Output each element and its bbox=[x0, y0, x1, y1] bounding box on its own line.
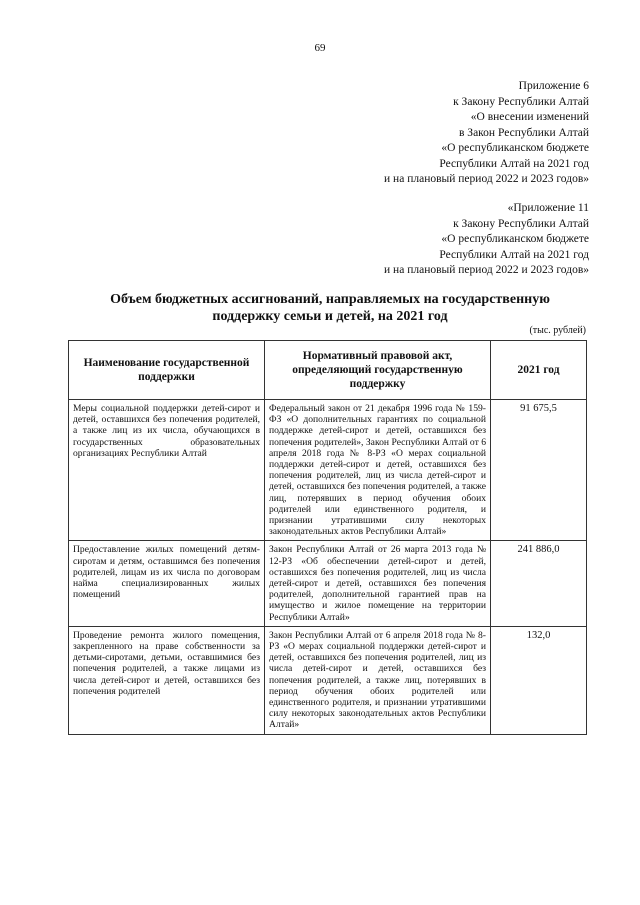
support-measure-cell: Меры социальной поддержки детей-сирот и детей, оставшихся без попечения родителей, а также лиц из их числа, обучающихся в государственных образовательных организациях Республики Алтай bbox=[69, 400, 265, 541]
appendix-6-header bbox=[384, 79, 589, 188]
legal-act-cell: Закон Республики Алтай от 6 апреля 2018 года № 8-РЗ «О мерах социальной поддержки детей-сирот и детей, оставшихся без попечения родителей, лиц из числа детей-сирот и детей, оставшихся без попечения родителей, а также лиц, потерявших в период обучения обоих родителей или единственного родителя, и признании утратившими силу некоторых законодательных актов Республики Алтай» bbox=[265, 626, 491, 734]
appendix-6-line: «О республиканском бюджете bbox=[441, 142, 589, 154]
amount-cell: 241 886,0 bbox=[491, 541, 587, 626]
appendix-6-line: Приложение 6 bbox=[518, 80, 589, 92]
appendix-6-line: и на плановый период 2022 и 2023 годов» bbox=[384, 173, 589, 185]
allocations-table bbox=[68, 340, 587, 735]
header-year: 2021 год bbox=[491, 341, 587, 400]
appendix-6-line: Республики Алтай на 2021 год bbox=[439, 157, 589, 170]
table-row bbox=[69, 626, 587, 734]
appendix-6-line: к Закону Республики Алтай bbox=[453, 95, 589, 108]
appendix-6-line: в Закон Республики Алтай bbox=[459, 126, 589, 139]
document-title bbox=[60, 291, 600, 325]
legal-act-cell: Закон Республики Алтай от 26 марта 2013 года № 12-РЗ «Об обеспечении детей-сирот и детей, оставшихся без попечения родителей, лиц из числа детей-сирот и детей, оставшихся без попечения родителей, дополнительной гарантией прав на имущество и жилое помещение на территории Республики Алтай» bbox=[265, 541, 491, 626]
appendix-11-line: «Приложение 11 bbox=[507, 202, 589, 214]
legal-act-cell: Федеральный закон от 21 декабря 1996 года № 159-ФЗ «О дополнительных гарантиях по социальной поддержке детей-сирот и детей, оставшихся без попечения родителей», Закон Республики Алтай от 6 апреля 2018 года № 8-РЗ «О мерах социальной поддержки детей-сирот и детей, оставшихся без попечения родителей, лиц из числа детей-сирот и детей, оставшихся без попечения родителей, а также лиц, потерявших в период обучения обоих родителей или единственного родителя, и признании утратившими силу некоторых законодательных актов Республики Алтай» bbox=[265, 400, 491, 541]
amount-cell: 91 675,5 bbox=[491, 400, 587, 541]
header-support-name: Наименование государственной поддержки bbox=[69, 341, 265, 400]
document-title-line-1: Объем бюджетных ассигнований, направляемых на государственную bbox=[110, 292, 550, 307]
appendix-11-line: Республики Алтай на 2021 год bbox=[439, 248, 589, 261]
support-measure-cell: Проведение ремонта жилого помещения, закрепленного на праве собственности за детьми-сиротами, детьми, оставшимися без попечения родителей, а также лицами из числа детей-сирот и детей, оставшихся без попечения родителей bbox=[69, 626, 265, 734]
appendix-11-line: «О республиканском бюджете bbox=[441, 233, 589, 245]
unit-note: (тыс. рублей) bbox=[529, 325, 586, 336]
table-row bbox=[69, 400, 587, 541]
appendix-11-header bbox=[384, 201, 589, 279]
appendix-11-line: и на плановый период 2022 и 2023 годов» bbox=[384, 264, 589, 276]
amount-cell: 132,0 bbox=[491, 626, 587, 734]
appendix-11-line: к Закону Республики Алтай bbox=[453, 217, 589, 230]
appendix-6-line: «О внесении изменений bbox=[470, 111, 589, 123]
table-header-row bbox=[69, 341, 587, 400]
support-measure-cell: Предоставление жилых помещений детям-сиротам и детям, оставшимся без попечения родителей, лицам из их числа по договорам найма специализированных жилых помещений bbox=[69, 541, 265, 626]
page-number: 69 bbox=[314, 42, 326, 54]
table-row bbox=[69, 541, 587, 626]
document-title-line-2: поддержку семьи и детей, на 2021 год bbox=[212, 309, 448, 324]
header-legal-act: Нормативный правовой акт, определяющий государственную поддержку bbox=[265, 341, 491, 400]
